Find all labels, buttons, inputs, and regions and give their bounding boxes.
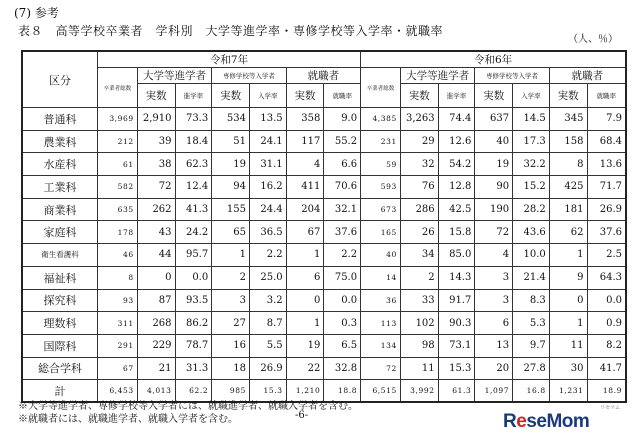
table-cell: 3,992 (400, 380, 438, 403)
table-cell: 40 (361, 244, 401, 267)
table-cell: 61.3 (438, 380, 475, 403)
row-label: 家庭科 (22, 221, 97, 244)
row-label: 国際科 (22, 334, 97, 357)
table-cell: 12.4 (175, 176, 212, 199)
table-cell: 78.7 (175, 334, 212, 357)
table-cell: 32 (400, 153, 438, 176)
table-cell: 15.2 (513, 176, 550, 199)
table-cell: 9.0 (324, 108, 361, 131)
table-cell: 13.5 (249, 108, 286, 131)
table-cell: 19 (475, 153, 513, 176)
table-cell: 15.3 (249, 380, 286, 403)
header-count: 実数 (286, 84, 324, 108)
table-cell: 1,210 (286, 380, 324, 403)
table-cell: 10.0 (513, 244, 550, 267)
table-cell: 22 (286, 357, 324, 380)
table-row (22, 176, 626, 199)
header-univ-r7: 大学等進学者 (137, 68, 211, 84)
header-employ-r6: 就職者 (549, 68, 626, 84)
header-count: 実数 (549, 84, 587, 108)
table-cell: 134 (361, 334, 401, 357)
table-cell: 358 (286, 108, 324, 131)
table-cell: 411 (286, 176, 324, 199)
table-cell: 1 (549, 312, 587, 335)
table-cell: 1,097 (475, 380, 513, 403)
table-cell: 42.5 (438, 198, 475, 221)
table-cell: 1 (286, 312, 324, 335)
table-cell: 6 (286, 266, 324, 289)
table-cell: 68.4 (587, 130, 626, 153)
table-cell: 27.8 (513, 357, 550, 380)
table-cell: 18.9 (587, 380, 626, 403)
table-cell: 95.7 (175, 244, 212, 267)
table-cell: 85.0 (438, 244, 475, 267)
table-cell: 2.2 (324, 244, 361, 267)
table-cell: 155 (212, 198, 250, 221)
row-label: 工業科 (22, 176, 97, 199)
table-row (22, 312, 626, 335)
table-cell: 286 (400, 198, 438, 221)
table-cell: 204 (286, 198, 324, 221)
table-cell: 12.8 (438, 176, 475, 199)
table-cell: 64.3 (587, 266, 626, 289)
header-employ-rate: 就職率 (324, 84, 361, 108)
table-cell: 36 (361, 289, 401, 312)
table-cell: 31.3 (175, 357, 212, 380)
table-cell: 31.1 (249, 153, 286, 176)
table-row (22, 198, 626, 221)
table-cell: 229 (137, 334, 175, 357)
table-cell: 18.4 (175, 130, 212, 153)
table-cell: 262 (137, 198, 175, 221)
table-cell: 534 (212, 108, 250, 131)
table-cell: 311 (97, 312, 137, 335)
section-title: (7) 参考 (14, 6, 59, 20)
row-label: 普通科 (22, 108, 97, 131)
row-label: 商業科 (22, 198, 97, 221)
table-cell: 34 (400, 244, 438, 267)
header-count: 実数 (212, 84, 250, 108)
table-cell: 14 (361, 266, 401, 289)
table-cell: 0 (549, 289, 587, 312)
table-cell: 61 (97, 153, 137, 176)
table-cell: 26.9 (249, 357, 286, 380)
header-count: 実数 (475, 84, 513, 108)
table-cell: 32.1 (324, 198, 361, 221)
table-cell: 0.3 (324, 312, 361, 335)
footnote-1: ※大学等進学者、専修学校等入学者には、就職進学者、就職入学者を含む。 (18, 401, 358, 412)
table-cell: 29 (400, 130, 438, 153)
table-cell: 74.4 (438, 108, 475, 131)
table-cell: 1,231 (549, 380, 587, 403)
header-univ-rate: 進学率 (175, 84, 212, 108)
page-number: -6- (295, 410, 309, 421)
table-cell: 17.3 (513, 130, 550, 153)
row-label: 探究科 (22, 289, 97, 312)
table-cell: 11 (400, 357, 438, 380)
table-row (22, 130, 626, 153)
graduates-table (21, 50, 627, 403)
table-cell: 90.3 (438, 312, 475, 335)
table-cell: 37.6 (587, 221, 626, 244)
logo-subtext: リセマム (600, 405, 620, 411)
table-cell: 28.2 (513, 198, 550, 221)
table-cell: 41.3 (175, 198, 212, 221)
table-cell: 86.2 (175, 312, 212, 335)
table-cell: 65 (212, 221, 250, 244)
header-univ-r6: 大学等進学者 (400, 68, 474, 84)
table-cell: 21 (137, 357, 175, 380)
table-cell: 93 (97, 289, 137, 312)
table-row (22, 334, 626, 357)
table-cell: 0.0 (324, 289, 361, 312)
table-cell: 21.4 (513, 266, 550, 289)
table-cell: 16 (212, 334, 250, 357)
table-cell: 8.2 (587, 334, 626, 357)
table-row (22, 266, 626, 289)
table-cell: 165 (361, 221, 401, 244)
table-cell: 102 (400, 312, 438, 335)
table-cell: 19 (212, 153, 250, 176)
table-cell: 18 (212, 357, 250, 380)
table-cell: 1 (549, 244, 587, 267)
table-cell: 6,453 (97, 380, 137, 403)
table-cell: 73.3 (175, 108, 212, 131)
header-employ-rate: 就職率 (587, 84, 626, 108)
table-cell: 0 (137, 266, 175, 289)
table-cell: 73.1 (438, 334, 475, 357)
footnote-2: ※就職者には、就職進学者、就職入学者を含む。 (18, 414, 238, 425)
table-cell: 87 (137, 289, 175, 312)
table-cell: 7.9 (587, 108, 626, 131)
table-cell: 11 (549, 334, 587, 357)
table-caption: 表８ 高等学校卒業者 学科別 大学等進学率・専修学校等入学率・就職率 (18, 24, 444, 38)
table-cell: 26 (400, 221, 438, 244)
table-cell: 6.5 (324, 334, 361, 357)
table-cell: 24.1 (249, 130, 286, 153)
table-row (22, 244, 626, 267)
table-cell: 38 (137, 153, 175, 176)
table-cell: 32.2 (513, 153, 550, 176)
table-row (22, 108, 626, 131)
table-cell: 4 (286, 153, 324, 176)
table-cell: 5.3 (513, 312, 550, 335)
table-cell: 985 (212, 380, 250, 403)
table-cell: 635 (97, 198, 137, 221)
row-label: 総合学科 (22, 357, 97, 380)
table-cell: 673 (361, 198, 401, 221)
table-cell: 268 (137, 312, 175, 335)
table-cell: 4,385 (361, 108, 401, 131)
table-cell: 98 (400, 334, 438, 357)
table-cell: 582 (97, 176, 137, 199)
table-cell: 55.2 (324, 130, 361, 153)
header-senshu-rate: 入学率 (249, 84, 286, 108)
row-label: 水産科 (22, 153, 97, 176)
table-cell: 14.5 (513, 108, 550, 131)
table-cell: 16.2 (249, 176, 286, 199)
header-senshu-rate: 入学率 (513, 84, 550, 108)
header-kubun: 区分 (22, 51, 97, 108)
table-cell: 20 (475, 357, 513, 380)
table-cell: 91.7 (438, 289, 475, 312)
header-graduates-r7: 卒業者総数 (97, 68, 137, 108)
table-cell: 30 (549, 357, 587, 380)
header-count: 実数 (400, 84, 438, 108)
table-cell: 8 (549, 153, 587, 176)
table-cell: 2 (212, 266, 250, 289)
table-cell: 19 (286, 334, 324, 357)
table-cell: 94 (212, 176, 250, 199)
header-univ-rate: 進学率 (438, 84, 475, 108)
table-cell: 8.3 (513, 289, 550, 312)
table-cell: 3 (475, 289, 513, 312)
table-cell: 62.3 (175, 153, 212, 176)
table-cell: 113 (361, 312, 401, 335)
table-cell: 75.0 (324, 266, 361, 289)
unit-label: （人、％） (568, 34, 618, 45)
table-cell: 51 (212, 130, 250, 153)
header-employ-r7: 就職者 (286, 68, 360, 84)
table-cell: 181 (549, 198, 587, 221)
table-cell: 72 (475, 221, 513, 244)
table-cell: 158 (549, 130, 587, 153)
table-cell: 4 (475, 244, 513, 267)
table-cell: 6,515 (361, 380, 401, 403)
row-label: 衛生看護科 (22, 244, 97, 267)
table-cell: 39 (137, 130, 175, 153)
table-cell: 25.0 (249, 266, 286, 289)
table-cell: 0.0 (587, 289, 626, 312)
table-row (22, 357, 626, 380)
table-cell: 72 (137, 176, 175, 199)
table-cell: 43 (137, 221, 175, 244)
table-cell: 13.6 (587, 153, 626, 176)
table-cell: 24.2 (175, 221, 212, 244)
table-cell: 15.8 (438, 221, 475, 244)
logo-text: ReseMom (503, 411, 590, 432)
table-cell: 1 (212, 244, 250, 267)
table-cell: 2.2 (249, 244, 286, 267)
table-cell: 24.4 (249, 198, 286, 221)
table-cell: 0 (286, 289, 324, 312)
table-row (22, 289, 626, 312)
header-year-r7: 令和7年 (97, 51, 360, 68)
table-cell: 637 (475, 108, 513, 131)
resemom-logo (503, 411, 589, 433)
row-label: 計 (22, 380, 97, 403)
header-count: 実数 (137, 84, 175, 108)
table-cell: 425 (549, 176, 587, 199)
table-cell: 54.2 (438, 153, 475, 176)
table-cell: 2,910 (137, 108, 175, 131)
table-cell: 231 (361, 130, 401, 153)
table-cell: 93.5 (175, 289, 212, 312)
table-cell: 43.6 (513, 221, 550, 244)
table-cell: 90 (475, 176, 513, 199)
table-cell: 41.7 (587, 357, 626, 380)
table-cell: 8 (97, 266, 137, 289)
header-senshu-r7: 専修学校等入学者 (212, 68, 286, 84)
table-cell: 3 (475, 266, 513, 289)
table-cell: 72 (361, 357, 401, 380)
table-cell: 27 (212, 312, 250, 335)
table-cell: 59 (361, 153, 401, 176)
table-cell: 4,013 (137, 380, 175, 403)
table-cell: 32.8 (324, 357, 361, 380)
table-cell: 9.7 (513, 334, 550, 357)
row-label: 理数科 (22, 312, 97, 335)
table-cell: 2.5 (587, 244, 626, 267)
table-cell: 117 (286, 130, 324, 153)
table-cell: 3,263 (400, 108, 438, 131)
table-cell: 26.9 (587, 198, 626, 221)
table-cell: 5.5 (249, 334, 286, 357)
table-row (22, 221, 626, 244)
row-label: 福祉科 (22, 266, 97, 289)
table-cell: 71.7 (587, 176, 626, 199)
table-cell: 67 (97, 357, 137, 380)
table-cell: 13 (475, 334, 513, 357)
table-cell: 178 (97, 221, 137, 244)
table-cell: 67 (286, 221, 324, 244)
table-cell: 6 (475, 312, 513, 335)
table-cell: 3.2 (249, 289, 286, 312)
row-label: 農業科 (22, 130, 97, 153)
table-cell: 9 (549, 266, 587, 289)
table-cell: 16.8 (513, 380, 550, 403)
table-cell: 0.0 (175, 266, 212, 289)
table-cell: 14.3 (438, 266, 475, 289)
table-cell: 33 (400, 289, 438, 312)
table-cell: 3,969 (97, 108, 137, 131)
table-cell: 46 (97, 244, 137, 267)
table-cell: 62.2 (175, 380, 212, 403)
header-senshu-r6: 専修学校等入学者 (475, 68, 549, 84)
table-cell: 3 (212, 289, 250, 312)
table-cell: 190 (475, 198, 513, 221)
table-cell: 37.6 (324, 221, 361, 244)
table-cell: 15.3 (438, 357, 475, 380)
header-graduates-r6: 卒業者総数 (361, 68, 401, 108)
table-cell: 6.6 (324, 153, 361, 176)
table-cell: 0.9 (587, 312, 626, 335)
table-cell: 212 (97, 130, 137, 153)
table-cell: 291 (97, 334, 137, 357)
table-cell: 593 (361, 176, 401, 199)
table-cell: 62 (549, 221, 587, 244)
table-cell: 2 (400, 266, 438, 289)
table-row (22, 153, 626, 176)
table-cell: 12.6 (438, 130, 475, 153)
table-cell: 70.6 (324, 176, 361, 199)
table-cell: 8.7 (249, 312, 286, 335)
header-year-r6: 令和6年 (361, 51, 626, 68)
table-cell: 18.8 (324, 380, 361, 403)
table-cell: 36.5 (249, 221, 286, 244)
table-cell: 1 (286, 244, 324, 267)
table-cell: 44 (137, 244, 175, 267)
table-cell: 76 (400, 176, 438, 199)
table-cell: 345 (549, 108, 587, 131)
table-cell: 40 (475, 130, 513, 153)
